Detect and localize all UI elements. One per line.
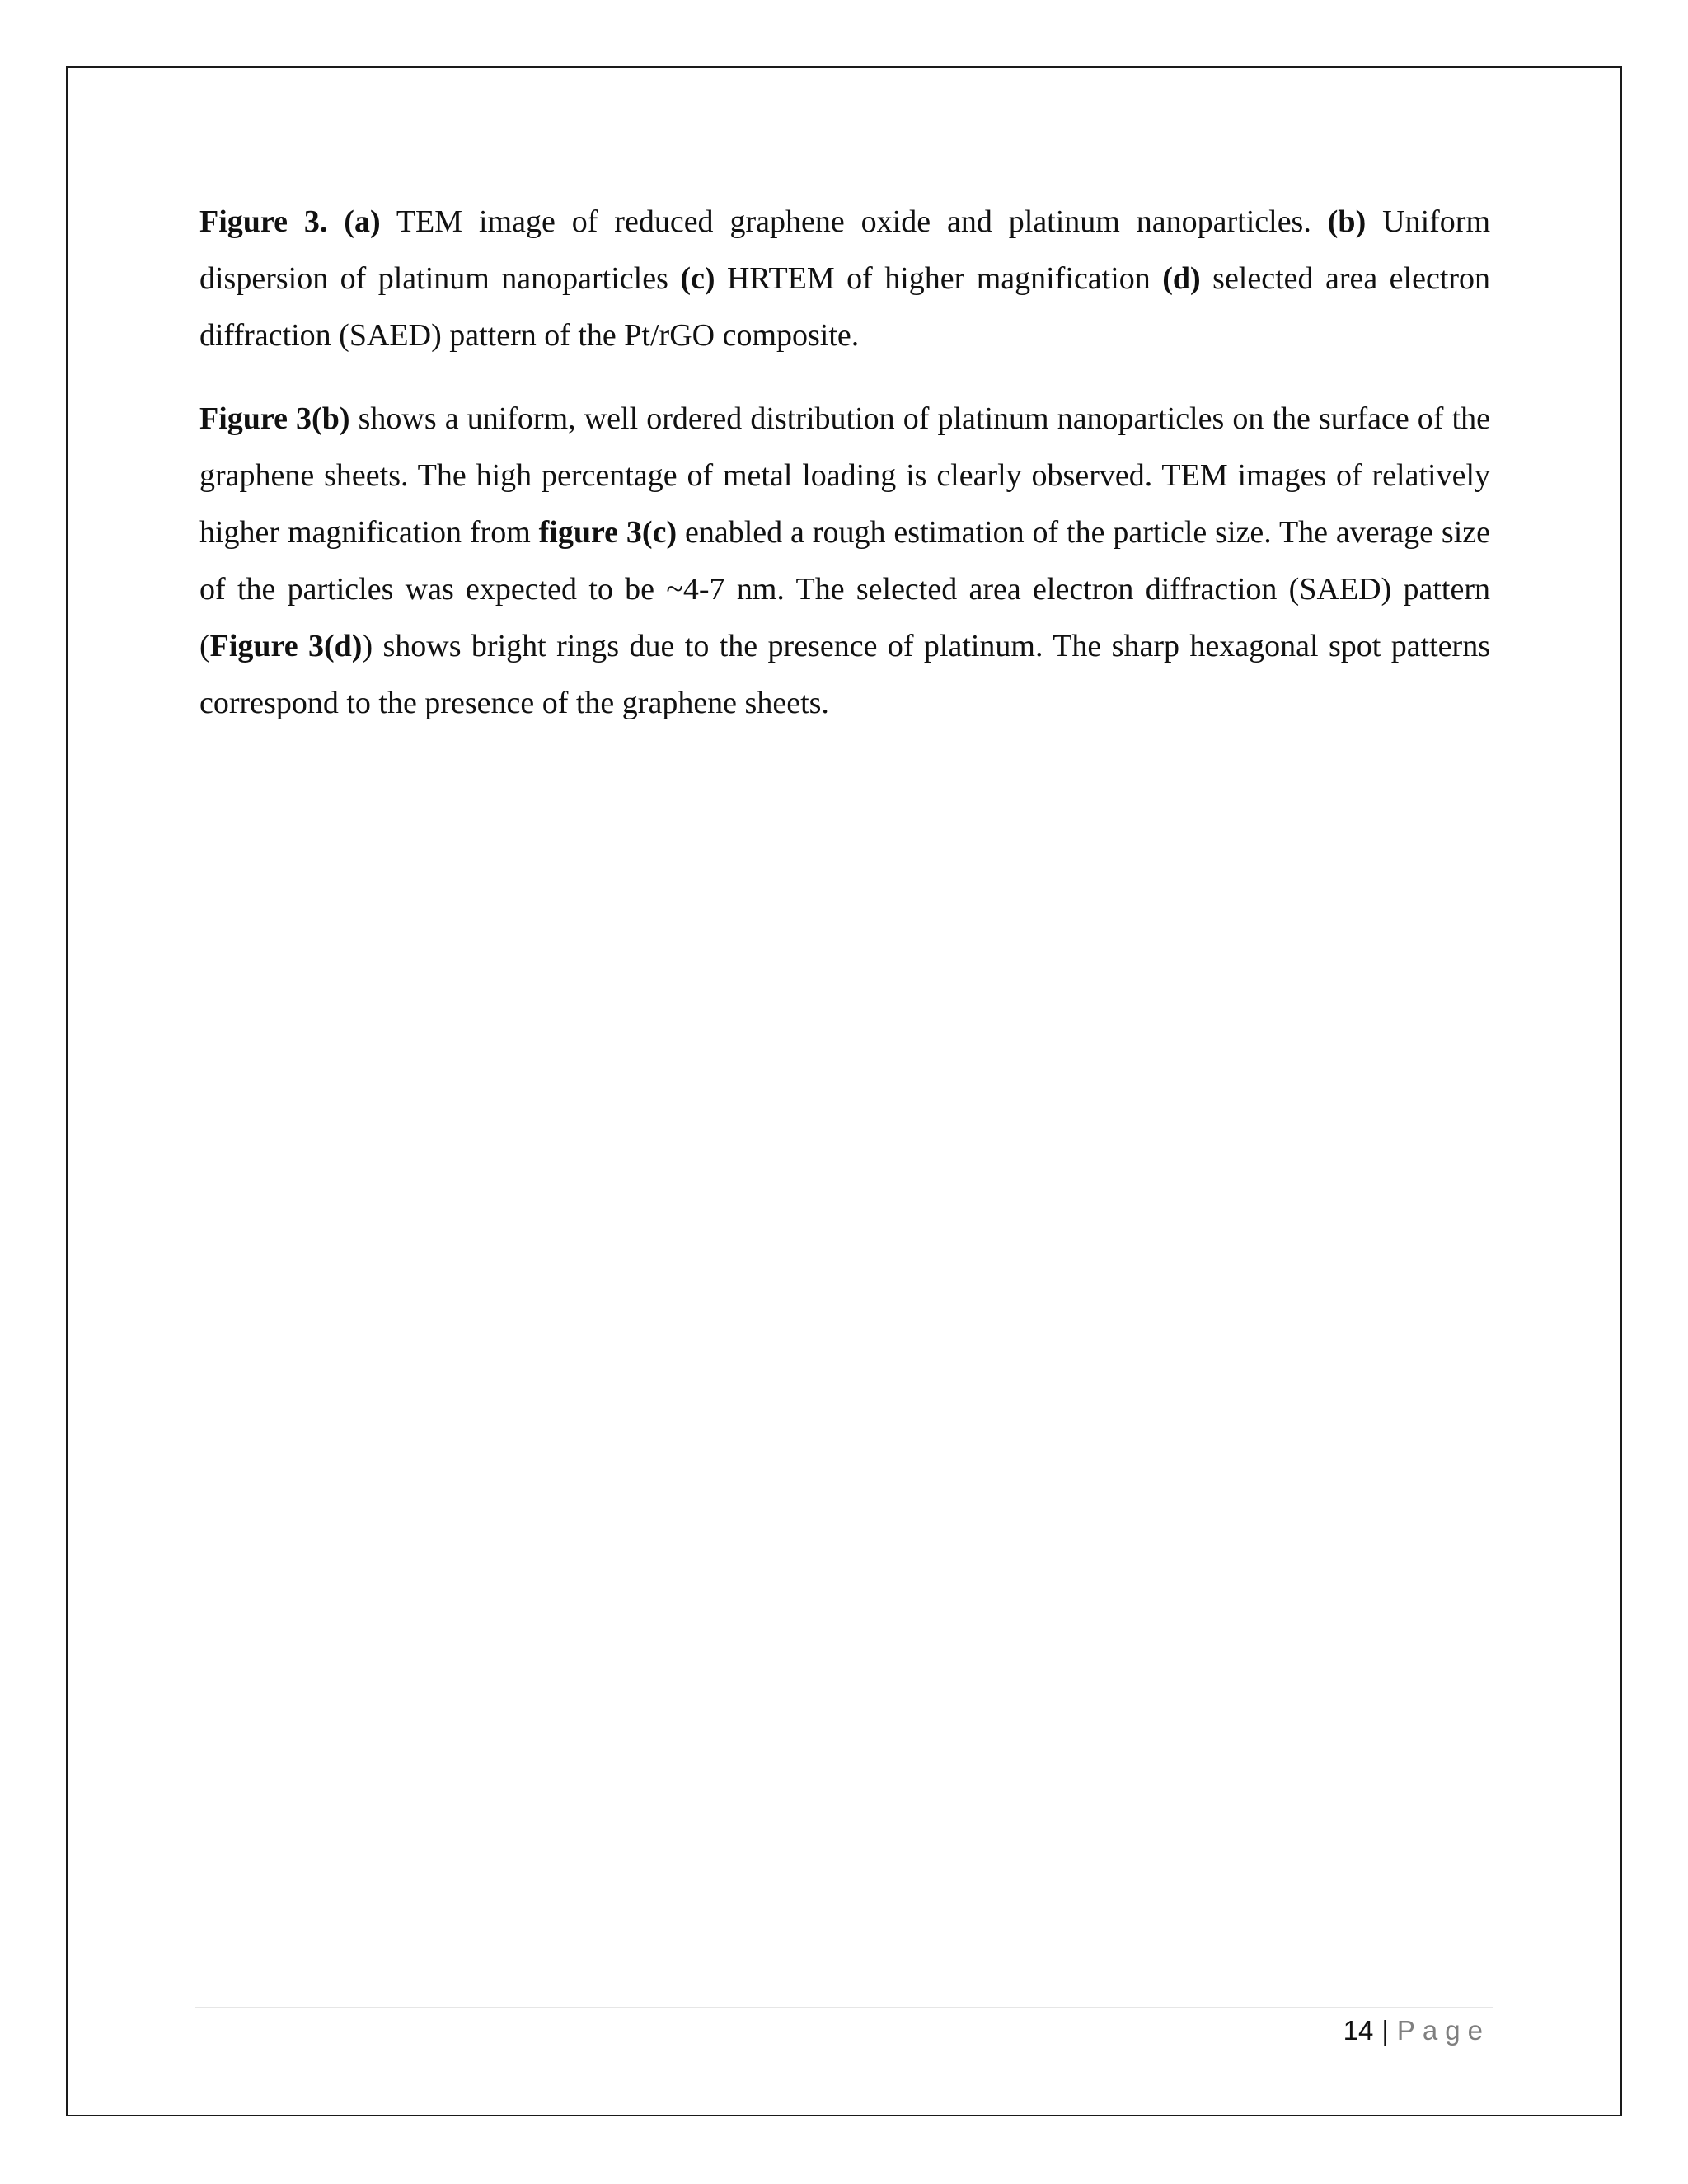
body-text-2: enabled a rough estimation of the particle size. The average size of the particles was expected to be ~4-7 nm. The selected area electron diffraction (SAED) pattern ( [199, 515, 1490, 663]
panel-b-text: Uniform dispersion of platinum nanoparticles [199, 204, 1491, 296]
panel-c-text: HRTEM of higher magnification [726, 261, 1151, 296]
figure-ref-3c: figure 3(c) [538, 515, 678, 550]
panel-d-label: (d) [1162, 261, 1201, 296]
figure-label: Figure 3. [199, 204, 328, 239]
panel-a-label: (a) [344, 204, 381, 239]
panel-d-text: selected area electron diffraction (SAED) pattern of the Pt/rGO composite. [199, 261, 1491, 353]
page-label: Page [1396, 2015, 1490, 2046]
panel-c-label: (c) [680, 261, 715, 296]
panel-a-text: TEM image of reduced graphene oxide and platinum nanoparticles. [396, 204, 1311, 239]
footer-divider [195, 2007, 1493, 2008]
body-text-3: ) shows bright rings due to the presence of platinum. The sharp hexagonal spot patterns correspond to the presence of the graphene sheets. [199, 629, 1490, 720]
panel-b-label: (b) [1327, 204, 1367, 239]
figure-caption [199, 194, 1490, 364]
page-content [199, 194, 1490, 732]
figure-ref-3b: Figure 3(b) [199, 401, 350, 436]
page-footer [1343, 2013, 1490, 2049]
body-text-1: shows a uniform, well ordered distribution of platinum nanoparticles on the surface of the graphene sheets. The high percentage of metal loading is clearly observed. TEM images of relatively higher magnification from [199, 401, 1490, 550]
body-paragraph [199, 391, 1490, 732]
footer-separator: | [1381, 2015, 1389, 2046]
page-number: 14 [1343, 2015, 1374, 2046]
figure-ref-3d: Figure 3(d) [209, 629, 363, 663]
